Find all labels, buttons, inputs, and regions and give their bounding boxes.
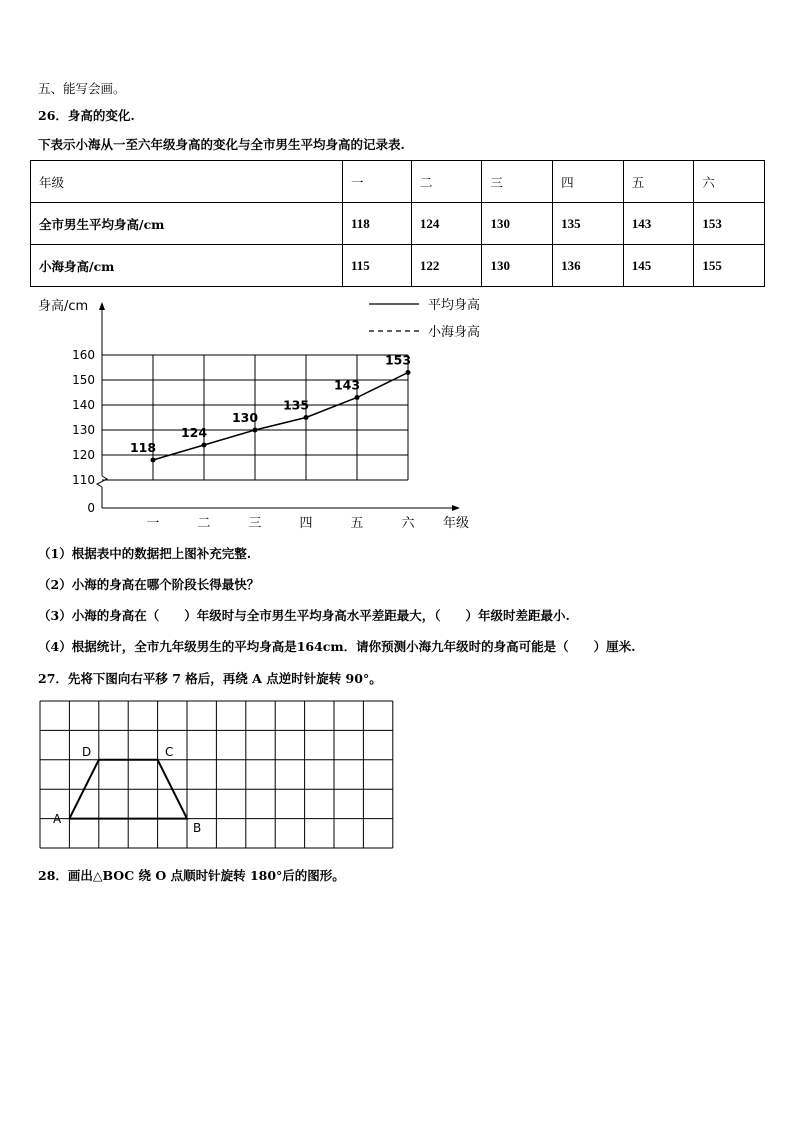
table-cell: 六 (694, 161, 765, 203)
point-label-d: D (82, 745, 92, 759)
table-cell: 全市男生平均身高/cm (31, 203, 343, 245)
x-tick-label: 二 (197, 516, 211, 531)
x-tick-label: 三 (248, 516, 262, 531)
table-row (31, 203, 765, 245)
data-label: 118 (129, 440, 157, 455)
table-cell: 年级 (31, 161, 343, 203)
table-cell: 五 (623, 161, 694, 203)
question-26-intro: 下表示小海从一至六年级身高的变化与全市男生平均身高的记录表. (38, 137, 405, 152)
table-cell: 130 (482, 203, 553, 245)
x-tick-label: 四 (299, 516, 313, 531)
data-label: 130 (231, 410, 259, 425)
data-point (406, 370, 411, 375)
question-26-sub-1: （1）根据表中的数据把上图补充完整. (38, 546, 252, 561)
table-cell: 135 (553, 203, 624, 245)
data-label: 143 (333, 377, 361, 393)
x-tick-label: 一 (146, 516, 160, 531)
y-tick-label: 150 (72, 373, 95, 387)
translation-grid-figure (0, 690, 794, 860)
question-26-title: 26．身高的变化. (38, 108, 135, 123)
table-cell: 一 (343, 161, 412, 203)
table-cell: 二 (411, 161, 482, 203)
height-line-chart (0, 290, 794, 540)
table-cell: 四 (553, 161, 624, 203)
x-tick-label: 五 (350, 516, 364, 531)
point-label-a: A (53, 812, 62, 826)
table-cell: 145 (623, 245, 694, 287)
series-line-average (153, 373, 408, 461)
y-tick-label: 110 (72, 473, 95, 487)
table-cell: 124 (411, 203, 482, 245)
point-label-c: C (165, 745, 174, 759)
legend-label: 平均身高 (428, 298, 481, 313)
chart-legend (369, 297, 480, 340)
data-label: 124 (180, 425, 208, 440)
table-cell: 122 (411, 245, 482, 287)
question-26-sub-2: （2）小海的身高在哪个阶段长得最快？ (38, 577, 260, 592)
axis-break-mark (97, 476, 107, 487)
table-row (31, 161, 765, 203)
data-point (202, 443, 207, 448)
table-cell: 153 (694, 203, 765, 245)
height-record-table (30, 160, 765, 287)
data-point (253, 428, 258, 433)
question-28-title: 28．画出△BOC 绕 O 点顺时针旋转 180°后的图形。 (38, 868, 345, 883)
y-axis-arrow (99, 302, 105, 310)
data-point (151, 458, 156, 463)
chart-series (130, 353, 411, 463)
x-axis-arrow (452, 505, 460, 511)
table-cell: 三 (482, 161, 553, 203)
y-tick-label: 130 (72, 423, 95, 437)
table-cell: 115 (343, 245, 412, 287)
table-cell: 118 (343, 203, 412, 245)
section-title: 五、能写会画。 (38, 81, 126, 96)
y-axis-label: 身高/cm (38, 299, 89, 314)
table-cell: 155 (694, 245, 765, 287)
table-cell: 143 (623, 203, 694, 245)
point-label-b: B (193, 821, 202, 835)
data-label: 153 (384, 352, 412, 368)
table-row (31, 245, 765, 287)
x-tick-label: 六 (401, 516, 415, 531)
y-tick-label: 0 (87, 501, 95, 515)
data-point (304, 415, 309, 420)
x-axis-label: 年级 (443, 516, 470, 531)
square-grid (40, 701, 393, 848)
question-26-sub-4: （4）根据统计，全市九年级男生的平均身高是164cm．请你预测小海九年级时的身高可能是（ ）厘米. (38, 639, 636, 654)
data-label: 135 (282, 397, 310, 413)
question-26-sub-3: （3）小海的身高在（ ）年级时与全市男生平均身高水平差距最大，（ ）年级时差距最小. (38, 608, 570, 623)
question-27-title: 27．先将下图向右平移 7 格后，再绕 A 点逆时针旋转 90°。 (38, 671, 382, 686)
y-tick-label: 120 (72, 448, 95, 462)
y-tick-label: 140 (72, 398, 95, 412)
table-cell: 130 (482, 245, 553, 287)
legend-label: 小海身高 (428, 325, 481, 340)
data-point (355, 395, 360, 400)
table-cell: 136 (553, 245, 624, 287)
table-cell: 小海身高/cm (31, 245, 343, 287)
y-tick-label: 160 (72, 348, 95, 362)
